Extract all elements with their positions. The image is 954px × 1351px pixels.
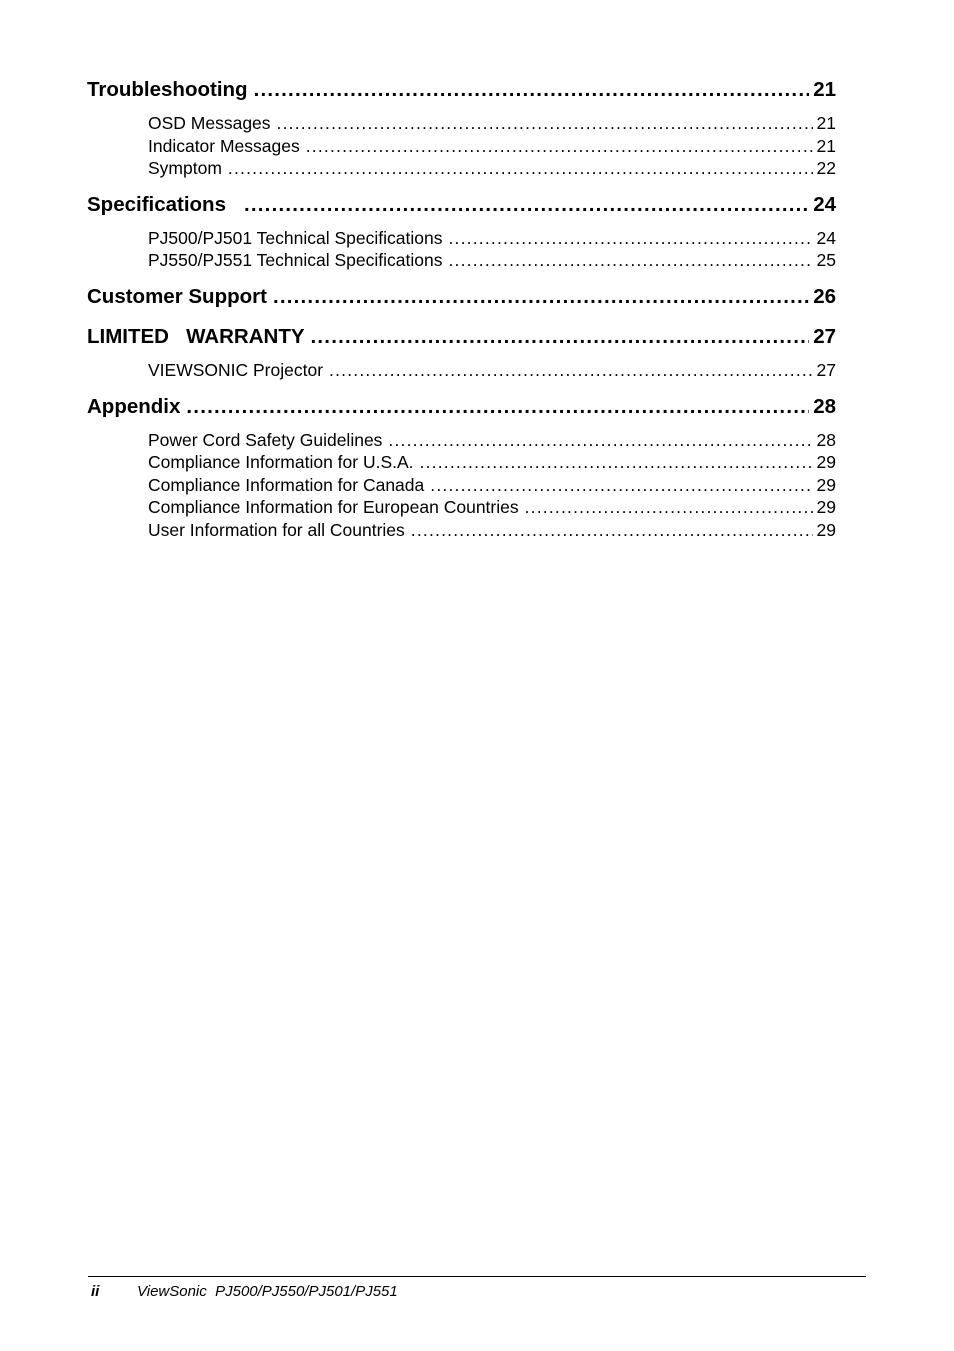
- toc-heading[interactable]: [87, 189, 836, 221]
- toc-entry-label: Indicator Messages: [148, 135, 300, 156]
- leader-dots: [186, 391, 809, 423]
- toc-entry-page: 22: [816, 158, 836, 179]
- toc-heading-page: 28: [813, 394, 836, 418]
- toc-entry-list: [87, 227, 836, 272]
- footer-product-text: ViewSonic PJ500/PJ550/PJ501/PJ551: [137, 1283, 398, 1300]
- toc-section-customer-support: [87, 281, 836, 321]
- toc-entry[interactable]: [148, 227, 836, 250]
- toc-entry-page: 21: [816, 135, 836, 156]
- toc-heading-page: 27: [813, 324, 836, 348]
- toc-entry[interactable]: [148, 112, 836, 135]
- leader-dots: [430, 474, 812, 497]
- footer-divider: [88, 1276, 866, 1277]
- toc-entry-list: [87, 112, 836, 180]
- toc-heading[interactable]: [87, 281, 836, 313]
- toc-entry[interactable]: [148, 496, 836, 519]
- leader-dots: [525, 496, 813, 519]
- toc-entry-label: Compliance Information for European Countries: [148, 497, 519, 518]
- toc-heading[interactable]: [87, 321, 836, 353]
- toc-section-specifications: [87, 189, 836, 272]
- toc-section-troubleshooting: [87, 74, 836, 180]
- section-spacer: [87, 313, 836, 321]
- leader-dots: [388, 429, 812, 452]
- toc-entry[interactable]: [148, 359, 836, 382]
- toc-entry-label: User Information for all Countries: [148, 519, 405, 540]
- leader-dots: [329, 359, 812, 382]
- leader-dots: [277, 112, 813, 135]
- toc-entry-label: PJ550/PJ551 Technical Specifications: [148, 250, 443, 271]
- toc-entry[interactable]: [148, 429, 836, 452]
- toc-entry-page: 25: [816, 250, 836, 271]
- toc-entry-label: PJ500/PJ501 Technical Specifications: [148, 227, 443, 248]
- toc-heading-page: 26: [813, 284, 836, 308]
- leader-dots: [254, 74, 810, 106]
- toc-entry-list: [87, 429, 836, 542]
- leader-dots: [273, 281, 809, 313]
- leader-dots: [411, 519, 813, 542]
- toc-entry[interactable]: [148, 249, 836, 272]
- table-of-contents: [87, 74, 836, 551]
- toc-heading-title: Specifications: [87, 192, 226, 216]
- toc-entry[interactable]: [148, 157, 836, 180]
- toc-heading-title: Troubleshooting: [87, 78, 248, 101]
- toc-heading-title: Customer Support: [87, 284, 267, 308]
- toc-heading-page: 24: [813, 192, 836, 216]
- leader-dots: [448, 249, 812, 272]
- toc-entry-page: 29: [816, 497, 836, 518]
- toc-entry-list: [87, 359, 836, 382]
- toc-entry-page: 24: [816, 227, 836, 248]
- toc-entry-page: 29: [816, 519, 836, 540]
- toc-heading-title: LIMITED WARRANTY: [87, 324, 305, 348]
- leader-dots: [228, 157, 813, 180]
- toc-section-limited-warranty: [87, 321, 836, 382]
- toc-heading-page: 21: [813, 78, 836, 101]
- page-footer: [91, 1283, 398, 1301]
- leader-dots: [306, 135, 813, 158]
- toc-entry-label: Compliance Information for U.S.A.: [148, 452, 414, 473]
- toc-heading[interactable]: [87, 74, 836, 106]
- toc-entry-page: 28: [816, 429, 836, 450]
- toc-section-appendix: [87, 391, 836, 542]
- toc-heading-title: Appendix: [87, 394, 181, 418]
- leader-dots: [311, 321, 810, 353]
- toc-entry[interactable]: [148, 474, 836, 497]
- toc-entry-label: Compliance Information for Canada: [148, 474, 425, 495]
- toc-entry-label: VIEWSONIC Projector: [148, 359, 324, 380]
- toc-heading[interactable]: [87, 391, 836, 423]
- toc-entry-page: 21: [816, 113, 836, 133]
- leader-dots: [420, 451, 813, 474]
- toc-entry-label: Symptom: [148, 158, 222, 179]
- toc-entry-page: 29: [816, 474, 836, 495]
- toc-entry-label: Power Cord Safety Guidelines: [148, 429, 383, 450]
- footer-page-number: ii: [91, 1283, 100, 1300]
- toc-entry[interactable]: [148, 135, 836, 158]
- toc-entry[interactable]: [148, 451, 836, 474]
- toc-entry-page: 29: [816, 452, 836, 473]
- toc-entry[interactable]: [148, 519, 836, 542]
- toc-entry-page: 27: [816, 359, 836, 380]
- leader-dots: [448, 227, 812, 250]
- leader-dots: [244, 189, 809, 221]
- toc-entry-label: OSD Messages: [148, 113, 271, 133]
